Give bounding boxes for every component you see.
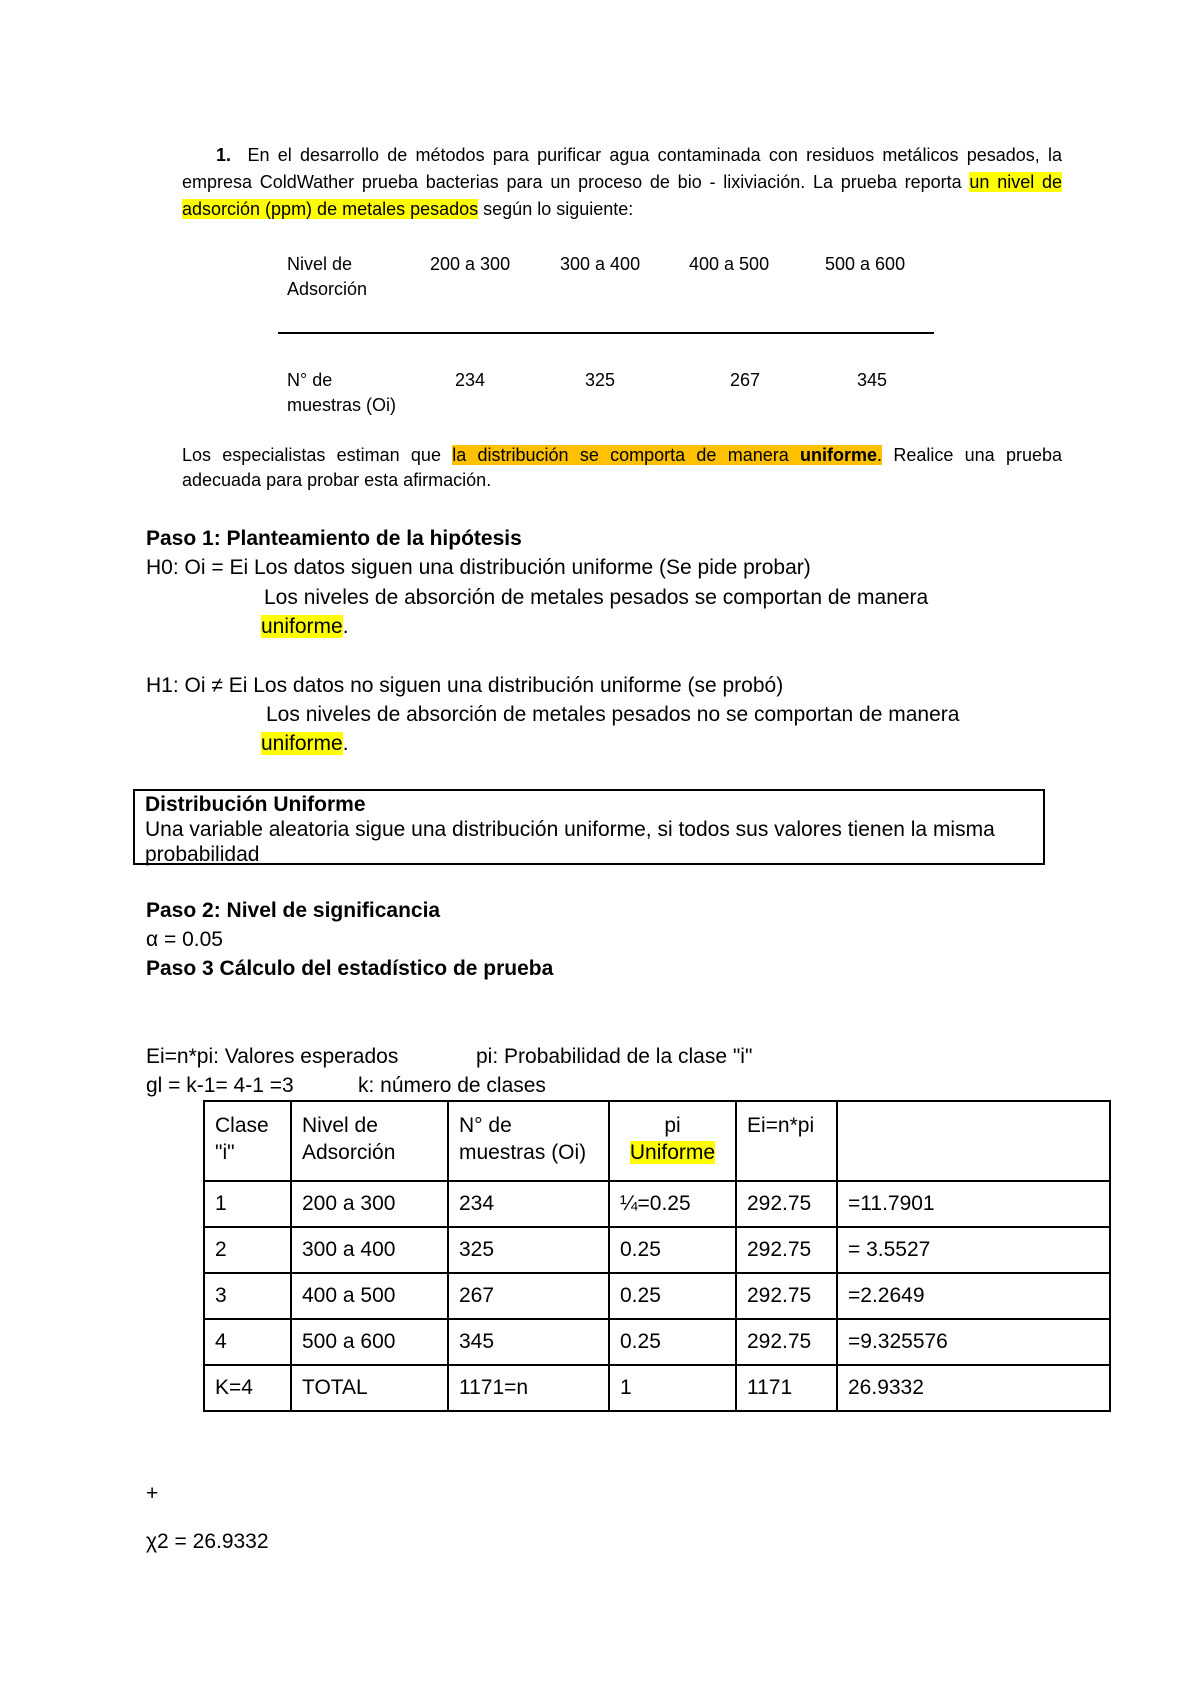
small-table-class: 200 a 300 <box>430 254 511 274</box>
chi-square-table <box>203 1100 1111 1412</box>
table-total-row: K=4 TOTAL 1171=n 1 1171 26.9332 <box>204 1365 1110 1411</box>
small-table-divider <box>278 332 934 334</box>
problem-highlight: un nivel de adsorción (ppm) de metales pesados <box>182 172 1062 219</box>
small-table-class: 400 a 500 <box>689 254 770 274</box>
paso2-title: Paso 2: Nivel de significancia <box>146 899 441 922</box>
small-table-class: 500 a 600 <box>825 254 906 274</box>
h1-description: Los niveles de absorción de metales pesados no se comportan de manera <box>266 703 960 726</box>
small-table-row2-label: N° de muestras (Oi) <box>287 370 397 415</box>
small-table-class: 300 a 400 <box>560 254 641 274</box>
table-header-row <box>204 1101 1110 1181</box>
definition-text: Una variable aleatoria sigue una distribución uniforme, si todos sus valores tienen la misma probabilidad <box>145 818 995 866</box>
small-table-row1-label: Nivel de Adsorción <box>287 254 368 299</box>
definition-box <box>133 789 1045 865</box>
problem-statement <box>182 142 1062 223</box>
paso3-title: Paso 3 Cálculo del estadístico de prueba <box>146 957 554 980</box>
gl-formula: gl = k-1= 4-1 =3 <box>146 1074 294 1097</box>
small-table-count: 267 <box>730 370 761 390</box>
plus-sign: + <box>146 1482 159 1505</box>
h0-statement: H0: Oi = Ei Los datos siguen una distribución uniforme (Se pide probar) <box>146 556 811 579</box>
header-ei: Ei=n*pi <box>736 1101 837 1181</box>
pi-definition: pi: Probabilidad de la clase "i" <box>476 1045 753 1068</box>
h1-statement: H1: Oi ≠ Ei Los datos no siguen una distribución uniforme (se probó) <box>146 674 784 697</box>
header-last <box>837 1101 1110 1181</box>
header-pi: pi Uniforme <box>609 1101 736 1181</box>
header-muestras: N° de muestras (Oi) <box>448 1101 609 1181</box>
header-nivel: Nivel de Adsorción <box>291 1101 448 1181</box>
table-row: 1 200 a 300 234 ¼=0.25 292.75 =11.7901 <box>204 1181 1110 1227</box>
k-definition: k: número de clases <box>358 1074 546 1097</box>
problem-number: 1. <box>216 145 232 165</box>
definition-title: Distribución Uniforme <box>145 793 366 816</box>
problem-text-b: según lo siguiente: <box>478 199 634 219</box>
h0-description: Los niveles de absorción de metales pesados se comportan de manera <box>264 586 929 609</box>
small-table-count: 345 <box>857 370 888 390</box>
paso1-title: Paso 1: Planteamiento de la hipótesis <box>146 527 522 550</box>
chi-square-result: χ2 = 26.9332 <box>146 1530 269 1553</box>
estimate-highlight: la distribución se comporta de manera uniforme. <box>452 445 883 465</box>
small-table-count: 234 <box>455 370 486 390</box>
h0-uniforme: uniforme. <box>261 615 349 638</box>
ei-definition: Ei=n*pi: Valores esperados <box>146 1045 399 1068</box>
header-clase: Clase "i" <box>204 1101 291 1181</box>
alpha-value: α = 0.05 <box>146 928 223 951</box>
small-table-count: 325 <box>585 370 616 390</box>
problem-text-a: En el desarrollo de métodos para purificar agua contaminada con residuos metálicos pesados, la empresa ColdWather prueba bacterias para un proceso de bio - lixiviación. La prueba reporta <box>182 145 1062 192</box>
table-row: 3 400 a 500 267 0.25 292.75 =2.2649 <box>204 1273 1110 1319</box>
estimate-paragraph: Los especialistas estiman que la distribución se comporta de manera uniforme. Realice una prueba adecuada para probar esta afirmación. <box>182 445 1062 490</box>
table-row: 2 300 a 400 325 0.25 292.75 = 3.5527 <box>204 1227 1110 1273</box>
table-row: 4 500 a 600 345 0.25 292.75 =9.325576 <box>204 1319 1110 1365</box>
h1-uniforme: uniforme. <box>261 732 349 755</box>
